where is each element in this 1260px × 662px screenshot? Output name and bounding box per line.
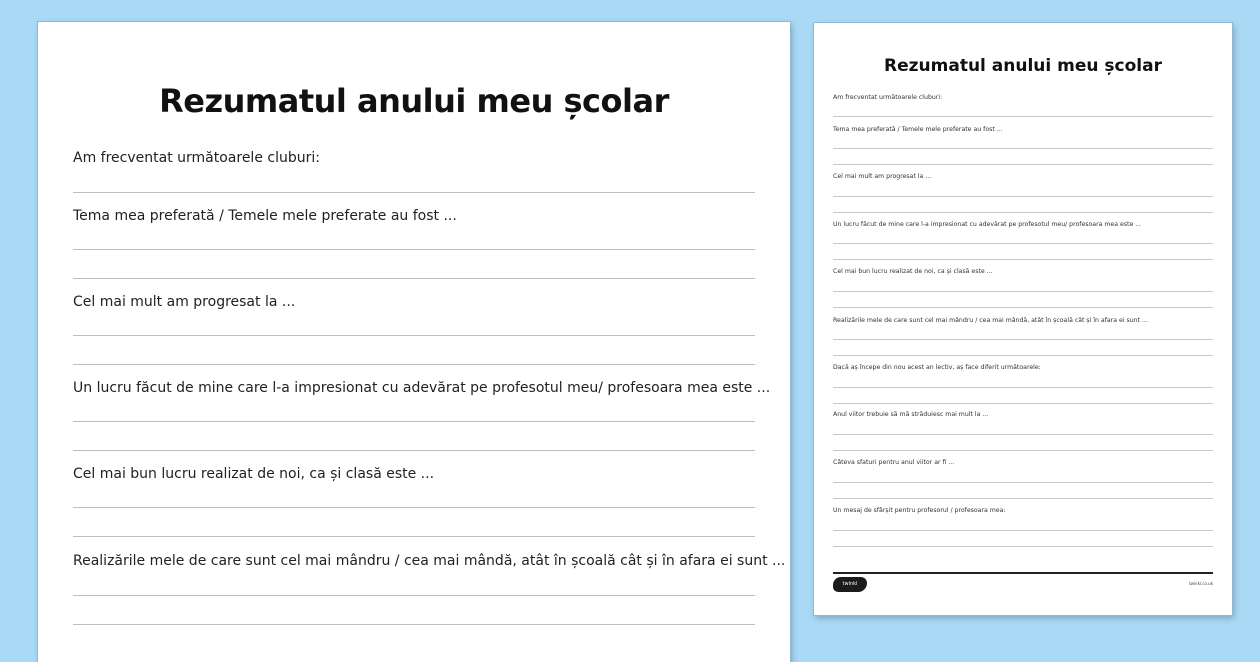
answer-line [833, 148, 1213, 149]
worksheet-page-large [38, 22, 790, 662]
answer-line [833, 307, 1213, 308]
footer-site: twinkl.co.uk [1189, 581, 1213, 586]
answer-line [73, 536, 755, 537]
prompt-class-achievement: Cel mai bun lucru realizat de noi, ca și clasă este ... [73, 466, 435, 482]
answer-line [833, 212, 1213, 213]
answer-line [833, 546, 1213, 547]
prompt-achievements: Realizările mele de care sunt cel mai mândru / cea mai mândă, atât în școală cât și în afara ei sunt ... [73, 553, 786, 569]
brand-logo: twinkl [833, 577, 867, 592]
answer-line [833, 530, 1213, 531]
answer-line [833, 498, 1213, 499]
prompt-favorite-topics: Tema mea preferată / Temele mele preferate au fost ... [73, 208, 457, 224]
answer-line [73, 192, 755, 193]
prompt-final-message: Un mesaj de sfârșit pentru profesorul / profesoara mea: [833, 507, 1006, 514]
answer-line [833, 259, 1213, 260]
answer-line [833, 164, 1213, 165]
answer-line [833, 450, 1213, 451]
answer-line [73, 335, 755, 336]
answer-line [833, 355, 1213, 356]
prompt-clubs: Am frecventat următoarele cluburi: [73, 150, 320, 166]
worksheet-page-preview [814, 23, 1232, 615]
prompt-clubs: Am frecventat următoarele cluburi: [833, 94, 943, 101]
answer-line [833, 339, 1213, 340]
answer-line [833, 403, 1213, 404]
answer-line [833, 196, 1213, 197]
prompt-achievements: Realizările mele de care sunt cel mai mândru / cea mai mândă, atât în școală cât și în afara ei sunt ... [833, 317, 1148, 324]
prompt-advice: Câteva sfaturi pentru anul viitor ar fi ... [833, 459, 955, 466]
answer-line [833, 116, 1213, 117]
prompt-progress: Cel mai mult am progresat la ... [833, 173, 932, 180]
prompt-do-differently: Dacă aș începe din nou acest an lectiv, aș face diferit următoarele: [833, 364, 1041, 371]
prompt-impressed-teacher: Un lucru făcut de mine care l-a impresionat cu adevărat pe profesotul meu/ profesoara mea este ... [73, 380, 771, 396]
prompt-progress: Cel mai mult am progresat la ... [73, 294, 296, 310]
answer-line [73, 450, 755, 451]
answer-line [73, 364, 755, 365]
footer-divider [833, 572, 1213, 574]
prompt-favorite-topics: Tema mea preferată / Temele mele preferate au fost ... [833, 126, 1003, 133]
answer-line [833, 482, 1213, 483]
prompt-class-achievement: Cel mai bun lucru realizat de noi, ca și clasă este ... [833, 268, 993, 275]
answer-line [73, 624, 755, 625]
answer-line [73, 278, 755, 279]
answer-line [833, 243, 1213, 244]
worksheet-title: Rezumatul anului meu școlar [159, 82, 669, 120]
prompt-impressed-teacher: Un lucru făcut de mine care l-a impresionat cu adevărat pe profesotul meu/ profesoara mea este ... [833, 221, 1142, 228]
answer-line [833, 291, 1213, 292]
answer-line [73, 595, 755, 596]
prompt-next-year: Anul viitor trebuie să mă străduiesc mai mult la ... [833, 411, 989, 418]
answer-line [73, 249, 755, 250]
worksheet-title-preview: Rezumatul anului meu școlar [884, 56, 1162, 76]
answer-line [833, 434, 1213, 435]
answer-line [833, 387, 1213, 388]
answer-line [73, 507, 755, 508]
answer-line [73, 421, 755, 422]
